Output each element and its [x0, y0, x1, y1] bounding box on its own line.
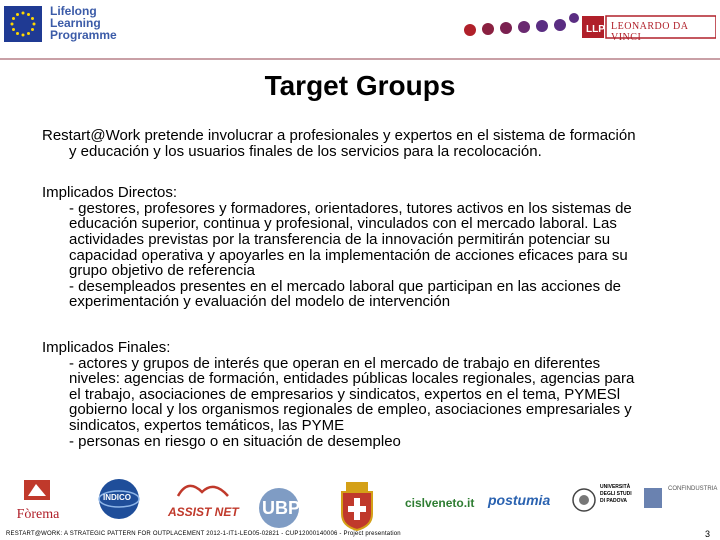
postumia-logo: [488, 492, 550, 510]
cisl-veneto-name: cislveneto.it: [405, 496, 475, 510]
forema-name: Fòrema: [16, 507, 60, 522]
eu-flag-logo: [4, 6, 42, 42]
padova-university-logo: [572, 484, 634, 518]
page-title: Target Groups: [264, 70, 456, 101]
cisl-veneto-logo: [405, 494, 474, 512]
llp-line: Learning: [50, 16, 101, 30]
confindustria-logo: [642, 486, 716, 510]
coat-of-arms-logo: [338, 478, 376, 532]
text-line: - gestores, profesores y formadores, orientadores, tutores activos en los sistemas de: [69, 199, 632, 217]
indico-name: INDICO: [103, 493, 131, 502]
indico-logo: [94, 478, 144, 528]
leonardo-da-vinci-logo: [460, 8, 716, 44]
page-number: 3: [704, 529, 710, 539]
footer-caption: RESTART@WORK: A STRATEGIC PATTERN FOR OUTPLACEMENT 2012-1-IT1-LEO05-02821 - CUP12000140006 - Project presentation: [6, 531, 401, 537]
llp-logo-text: [50, 5, 117, 41]
text-line: - desempleados presentes en el mercado laboral que participan en las acciones de: [69, 277, 622, 295]
text-line: el trabajo, asociaciones de empresarios y sindicatos, expertos en el tema, PYMESl: [69, 385, 621, 403]
svg-text:LLP: LLP: [586, 24, 605, 35]
partner-logos: [0, 470, 720, 532]
header: [0, 0, 720, 60]
header-divider: [0, 58, 720, 60]
llp-line: Lifelong: [50, 4, 97, 18]
blaise-pascal-logo: [248, 478, 310, 532]
text-line: niveles: agencias de formación, entidades públicas locales regionales, agencias para: [69, 370, 635, 388]
section-heading: Implicados Directos:: [42, 184, 178, 202]
text-line: - personas en riesgo o en situación de desempleo: [69, 432, 401, 450]
text-line: sindicatos, expertos temáticos, las PYME: [69, 416, 345, 434]
text-line: educación superior, continua y profesional, vinculados con el mercado laboral. Las: [69, 215, 617, 233]
direct-paragraph: [42, 185, 682, 310]
text-line: actividades previstas por la transferencia de la innovación permitirán potenciar su: [69, 230, 611, 248]
intro-paragraph: [42, 128, 682, 159]
body-text: [42, 128, 682, 467]
final-paragraph: [42, 340, 682, 449]
text-line: capacidad operativa y apoyarles en la implementación de acciones eficaces para su: [69, 246, 628, 264]
assistnet-logo: [168, 478, 238, 528]
confindustria-name: CONFINDUSTRIA: [668, 486, 718, 492]
blaise-pascal-name: UBP: [262, 498, 301, 518]
postumia-name: postumia: [488, 492, 551, 508]
text-line: Restart@Work pretende involucrar a profesionales y expertos en el sistema de formación: [42, 127, 636, 144]
text-line: grupo objetivo de referencia: [69, 262, 255, 280]
text-line: - actores y grupos de interés que operan en el mercado de trabajo en diferentes: [69, 354, 601, 372]
padova-name: UNIVERSITÀ DEGLI STUDI DI PADOVA: [600, 484, 632, 504]
assistnet-name: ASSIST NET: [168, 505, 239, 519]
forema-logo: [6, 480, 70, 526]
ldv-text: LEONARDO DA VINCI: [611, 21, 688, 43]
text-line: experimentación y evaluación del modelo de intervención: [69, 293, 451, 311]
text-line: gobierno local y los organismos regionales de empleo, asociaciones empresariales y: [69, 401, 632, 419]
section-heading: Implicados Finales:: [42, 338, 171, 356]
text-line: y educación y los usuarios finales de los servicios para la recolocación.: [69, 142, 542, 160]
llp-line: Programme: [50, 28, 117, 42]
